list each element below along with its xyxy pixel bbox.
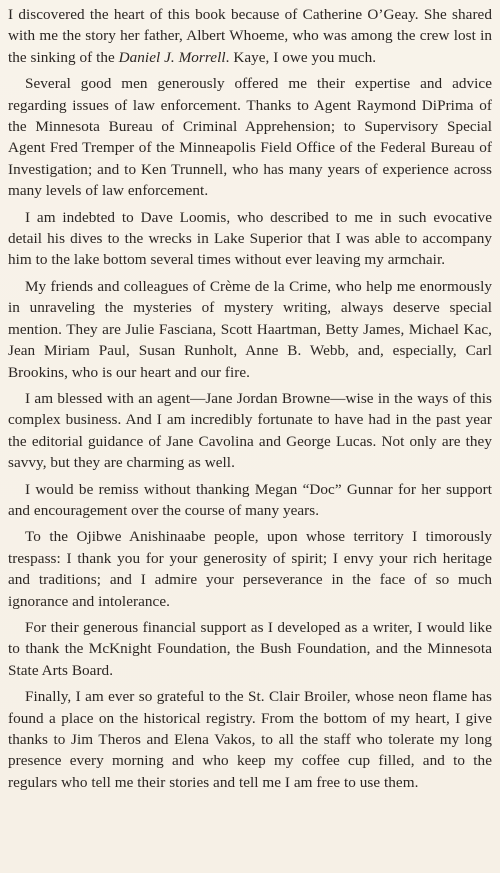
- paragraph-text: I discovered the heart of this book because of Catherine O’Geay. She shared with me the story her father, Albert Whoeme, who was among the crew lost in the sinking of the: [8, 6, 492, 66]
- paragraph-megan-gunnar: I would be remiss without thanking Megan “Doc” Gunnar for her support and encouragement over the course of many years.: [8, 480, 492, 519]
- paragraph-st-clair-broiler: Finally, I am ever so grateful to the St. Clair Broiler, whose neon flame has found a place on the historical registry. From the bottom of my heart, I give thanks to Jim Theros and Elena Vakos, to all the staff who tolerate my long presence every morning and who keep my coffee cup filled, and to the regulars who tell me their stories and tell me I am free to use them.: [8, 688, 492, 791]
- paragraph-creme-de-la-crime: My friends and colleagues of Crème de la Crime, who help me enormously in unraveling the mysteries of mystery writing, always deserve special mention. They are Julie Fasciana, Scott Haartman, Betty James, Michael Kac, Jean Miriam Paul, Susan Runholt, Anne B. Webb, and, especially, Carl Brookins, who is our heart and our fire.: [8, 277, 492, 381]
- paragraph-ojibwe: To the Ojibwe Anishinaabe people, upon whose territory I timorously trespass: I thank you for your generosity of spirit; I envy your rich heritage and traditions; and I admire your perseverance in the face of so much ignorance and intolerance.: [8, 528, 492, 610]
- ship-name-italic: Daniel J. Morrell: [118, 48, 226, 66]
- paragraph-financial-support: For their generous financial support as I developed as a writer, I would like to thank the McKnight Foundation, the Bush Foundation, and the Minnesota State Arts Board.: [8, 618, 492, 679]
- paragraph-law-enforcement: Several good men generously offered me their expertise and advice regarding issues of law enforcement. Thanks to Agent Raymond DiPrima of the Minnesota Bureau of Criminal Apprehension; to Supervisory Special Agent Fred Tremper of the Minneapolis Field Office of the Federal Bureau of Investigation; and to Ken Trunnell, who has many years of experience across many levels of law enforcement.: [8, 75, 492, 200]
- paragraph-catherine-ogeay: [8, 4, 492, 68]
- paragraph-text: . Kaye, I owe you much.: [225, 48, 377, 66]
- paragraph-agent: I am blessed with an agent—Jane Jordan Browne—wise in the ways of this complex business. And I am incredibly fortunate to have had in the past year the editorial guidance of Jane Cavolina and George Lucas. Not only are they savvy, but they are charming as well.: [8, 389, 492, 472]
- paragraph-dave-loomis: I am indebted to Dave Loomis, who described to me in such evocative detail his dives to the wrecks in Lake Superior that I was able to accompany him to the lake bottom several times without ever leaving my armchair.: [8, 208, 492, 269]
